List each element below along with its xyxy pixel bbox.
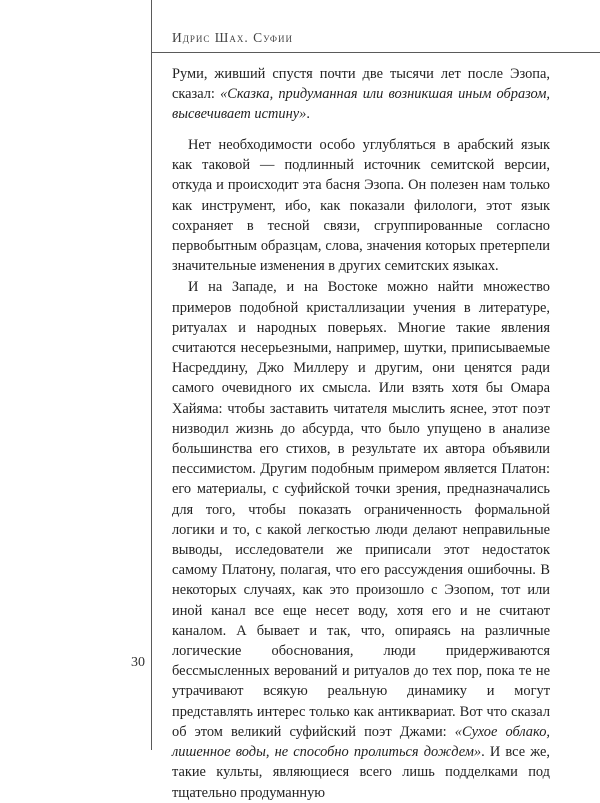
opening-tail: . xyxy=(306,106,310,123)
body-text xyxy=(172,135,550,803)
header-rule-horizontal xyxy=(151,52,600,53)
paragraph-text-part2: . И все же, такие культы, являющиеся всего лишь подделками под тщательно продуманную xyxy=(172,744,551,801)
page-number: 30 xyxy=(131,655,145,670)
paragraph-text-part1: И на Западе, и на Востоке можно найти множество примеров подобной кристаллизации учения в литературе, ритуалах и народных поверьях. Многие такие явления считаются несерьезными, например, шутки, приписываемые Насреддину, Джо Миллеру и другим, они ценятся ради самого очевидного их смысла. Или взять хотя бы Омара Хайяма: чтобы заставить читателя мыслить яснее, этот поэт низводил жизнь до абсурда, что было упущено в анализе большинства его стихов, в результате их автора объявили пессимистом. Другим подобным примером является Платон: его материалы, с суфийской точки зрения, предназначались для того, чтобы показать ограниченность формальной логики и то, с какой легкостью люди делают неправильные выводы, исследователи же приписали этот недостаток самому Платону, полагая, что его рассуждения ошибочны. В некоторых случаях, как это произошло с Эзопом, тот или иной канал все еще несет воду, хотя его и не считают каналом. А бывает и так, что, опираясь на различные логические обоснования, люди придерживаются бессмысленных верований и ритуалов до тех пор, пока те не утрачивают всякую реальную динамику и могут представлять интерес только как антиквариат. Вот что сказал об этом великий суфийский поэт Джами: xyxy=(172,279,550,740)
opening-paragraph xyxy=(172,64,550,125)
opening-lead: Руми, живший спустя почти две тысячи лет после Эзопа, сказал: xyxy=(172,66,550,103)
running-head: Идрис Шах. Суфии xyxy=(172,30,293,45)
paragraph-west-east-examples xyxy=(172,277,550,802)
rumi-quote: «Сказка, придуманная или возникшая иным образом, высвечивает истину» xyxy=(172,86,550,123)
paragraph-arabic-language: Нет необходимости особо углубляться в арабский язык как таковой — подлинный источник семитской версии, откуда и происходит эта басня Эзопа. Он полезен нам только как инструмент, ибо, как показали филологи, этот язык сохраняет в тесной связи, сгруппированные согласно первобытным образцам, слова, значения которых претерпели значительные изменения в других семитских языках. xyxy=(172,137,550,275)
margin-rule-vertical xyxy=(151,0,152,750)
jami-quote: «Сухое облако, лишенное воды, не способно пролиться дождем» xyxy=(172,723,550,761)
